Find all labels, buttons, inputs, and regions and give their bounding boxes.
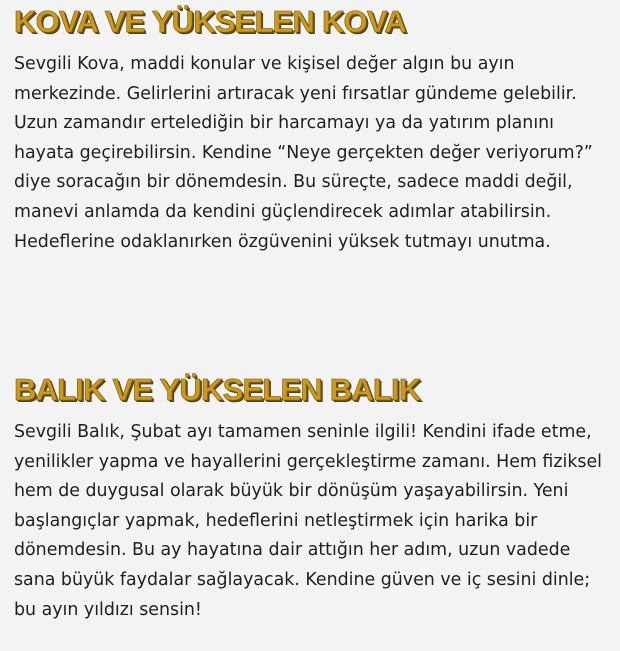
section-kova	[14, 2, 610, 257]
section-paragraph-kova: Sevgili Kova, maddi konular ve kişisel değer algın bu ayın merkezinde. Gelirlerini artıracak yeni fırsatlar gündeme gelebilir. Uzun zamandır ertelediğin bir harcamayı ya da yatırım planını hayata geçirebilirsin. Kendine “Neye gerçekten değer veriyorum?” diye soracağın bir dönemdesin. Bu süreçte, sadece maddi değil, manevi anlamda da kendini güçlendirecek adımlar atabilirsin. Hedeflerine odaklanırken özgüvenini yüksek tutmayı unutma.	[14, 54, 593, 252]
section-paragraph-balik: Sevgili Balık, Şubat ayı tamamen seninle ilgili! Kendini ifade etme, yenilikler yapma ve hayallerini gerçekleştirme zamanı. Hem fiziksel hem de duygusal olarak büyük bir dönüşüm yaşayabilirsin. Yeni başlangıçlar yapmak, hedeflerini netleştirmek için harika bir dönemdesin. Bu ay hayatına dair attığın her adım, uzun vadede sana büyük faydalar sağlayacak. Kendine güven ve iç sesini dinle; bu ayın yıldızı sensin!	[14, 422, 602, 620]
section-balik	[14, 370, 610, 625]
section-heading-kova: KOVA VE YÜKSELEN KOVA	[14, 4, 407, 39]
section-heading-balik: BALIK VE YÜKSELEN BALIK	[14, 372, 421, 407]
